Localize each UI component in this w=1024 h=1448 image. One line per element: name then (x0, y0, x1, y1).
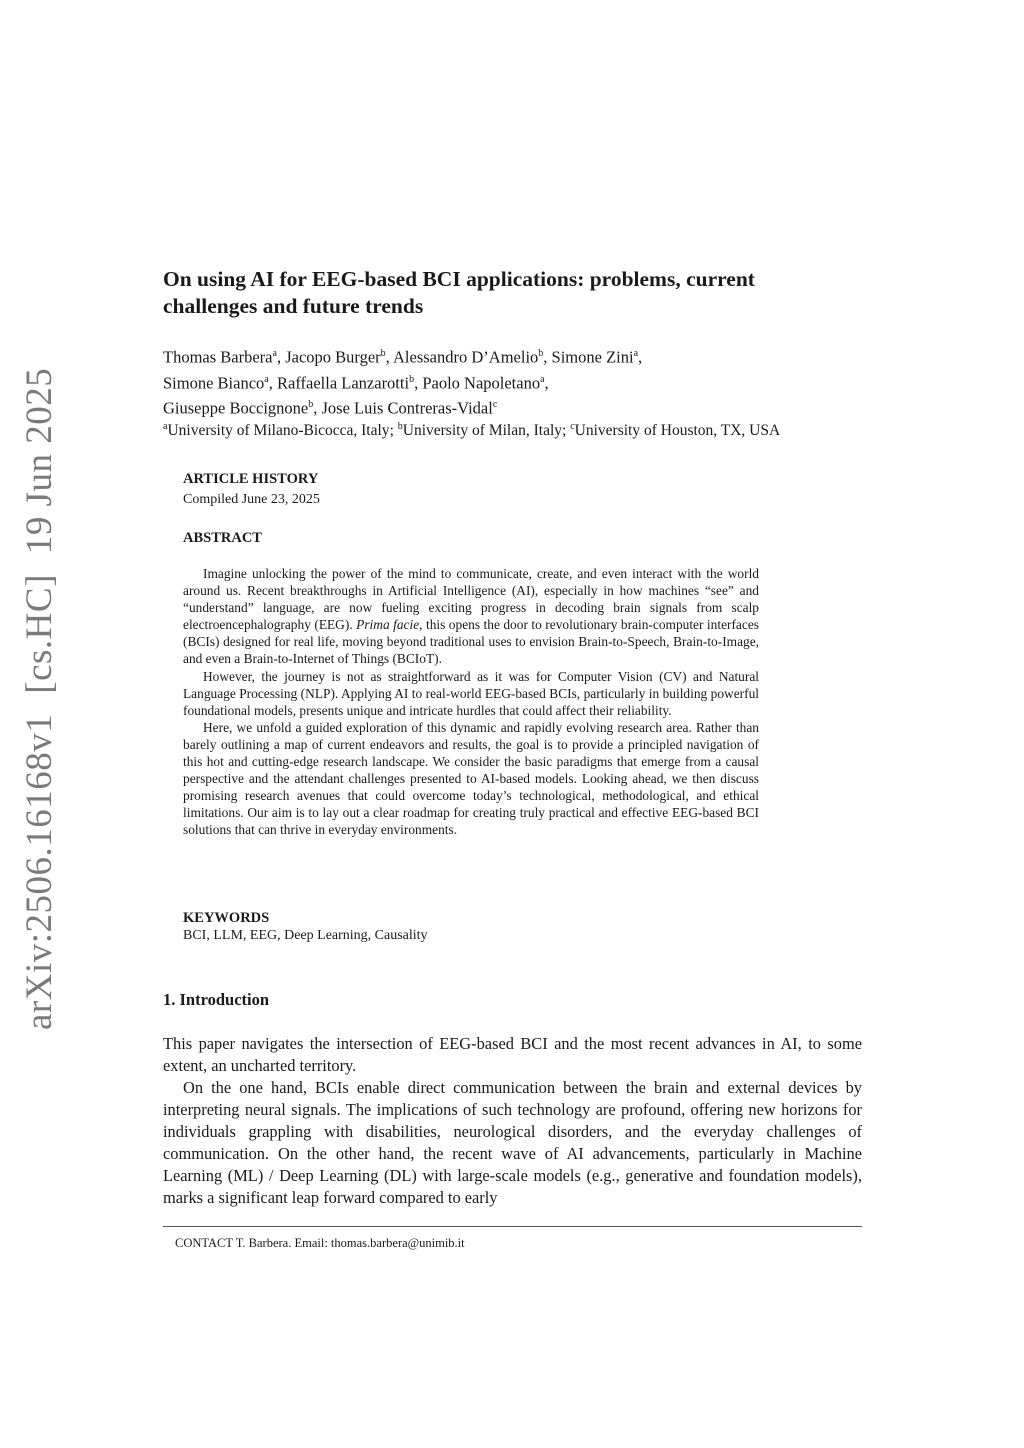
author-affiliation-mark: a (264, 373, 269, 385)
affiliation-key: b (397, 421, 403, 432)
author-list: Thomas Barbera$^a$, Jacopo Burger$^b$, Alessandro D’Amelio$^b$, Simone Zini$^a$, Simone Bianco$^a$, Raffaella Lanzarotti$^b$, Paolo Napoletano$^a$, Giuseppe Boccignone$^b$, Jose Luis Contreras-Vidal$^c$ (163, 347, 643, 418)
arxiv-category: [cs.HC] (19, 574, 60, 694)
author-name: Simone Zini (551, 347, 634, 367)
author-name: Thomas Barbera (163, 347, 273, 367)
body-paragraph: This paper navigates the intersection of EEG-based BCI and the most recent advances in AI, to some extent, an uncharted territory. (163, 1034, 862, 1075)
author-affiliation-mark: b (538, 348, 544, 359)
author-name: Alessandro D’Amelio (393, 347, 539, 367)
footnote-divider (163, 1226, 862, 1227)
introduction-body (163, 1033, 862, 1209)
author-name: Jacopo Burger (285, 347, 381, 367)
contact-footnote: CONTACT T. Barbera. Email: thomas.barbera@unimib.it (175, 1236, 465, 1250)
article-history-text: Compiled June 23, 2025 (183, 492, 320, 507)
author-name: Paolo Napoletano (422, 373, 541, 392)
author-affiliation-mark: c (492, 399, 498, 410)
author-affiliation-mark: b (308, 399, 314, 410)
affiliation-key: c (570, 421, 575, 432)
body-paragraph: On the one hand, BCIs enable direct communication between the brain and external devices by interpreting neural signals. The implications of such technology are profound, offering new horizons for individuals grappling with disabilities, neurological disorders, and the everyday challenges of communication. On the other hand, the recent wave of AI advancements, particularly in Machine Learning (ML) / Deep Learning (DL) with large-scale models (e.g., generative and foundation models), marks a significant leap forward compared to early (163, 1078, 862, 1207)
author-affiliation-mark: a (633, 348, 639, 359)
affiliations: $^a$University of Milano-Bicocca, Italy; $^b$University of Milan, Italy; $^c$University of Houston, TX, USA (163, 421, 781, 440)
author-affiliation-mark: a (540, 373, 545, 385)
abstract-paragraph: Here, we unfold a guided exploration of this dynamic and rapidly evolving research area. Rather than barely outlining a map of current endeavors and results, the goal is to provide a principled navigation of this hot and cutting-edge research landscape. We consider the basic paradigms that emerge from a causal perspective and the attendant challenges presented to AI-based models. Looking ahead, we then discuss promising research avenues that could overcome today’s technological, methodological, and ethical limitations. Our aim is to lay out a clear roadmap for creating truly practical and effective EEG-based BCI solutions that can thrive in everyday environments. (183, 719, 759, 838)
paper-title: On using AI for EEG-based BCI applications: problems, current challenges and future trends (163, 267, 755, 318)
abstract-paragraph (183, 565, 759, 668)
author-name: Jose Luis Contreras-Vidal (321, 398, 493, 418)
affiliation-key: a (163, 421, 168, 432)
arxiv-watermark (18, 367, 61, 1030)
author-name: Giuseppe Boccignone (163, 398, 309, 418)
abstract-text: , this opens the door to revolutionary brain-computer interfaces (BCIs) designed for real life, moving beyond traditional uses to envision Brain-to-Speech, Brain-to-Image, and even a Brain-to-Internet of Things (BCIoT). (183, 617, 759, 667)
abstract-text: Imagine unlocking the power of the mind to communicate, create, and even interact with the world around us. Recent breakthroughs in Artificial Intelligence (AI), especially in how machines “see” and “understand” language, are now fueling exciting progress in decoding brain signals from scalp electroencephalography (EEG). (183, 566, 759, 633)
affiliation-name: University of Houston, TX, USA (574, 422, 781, 440)
article-history-heading: ARTICLE HISTORY (183, 471, 319, 487)
affiliation-name: University of Milan, Italy (402, 422, 563, 440)
section-heading-introduction: 1. Introduction (163, 990, 270, 1009)
author-affiliation-mark: a (272, 348, 277, 359)
keywords-text: BCI, LLM, EEG, Deep Learning, Causality (183, 928, 428, 943)
author-affiliation-mark: b (380, 348, 386, 359)
affiliation-name: University of Milano-Bicocca, Italy (167, 422, 390, 440)
abstract-heading: ABSTRACT (183, 530, 262, 546)
arxiv-date: 19 Jun 2025 (19, 367, 60, 555)
keywords-heading: KEYWORDS (183, 910, 270, 926)
author-name: Simone Bianco (163, 373, 265, 392)
author-affiliation-mark: b (409, 373, 415, 385)
arxiv-id: arXiv:2506.16168v1 (19, 713, 60, 1030)
author-name: Raffaella Lanzarotti (276, 373, 410, 392)
abstract-body (183, 565, 759, 839)
abstract-paragraph: However, the journey is not as straightforward as it was for Computer Vision (CV) and Natural Language Processing (NLP). Applying AI to real-world EEG-based BCIs, particularly in building powerful foundational models, presents unique and intricate hurdles that could affect their reliability. (183, 668, 759, 718)
abstract-italic-text: Prima facie (356, 617, 420, 633)
